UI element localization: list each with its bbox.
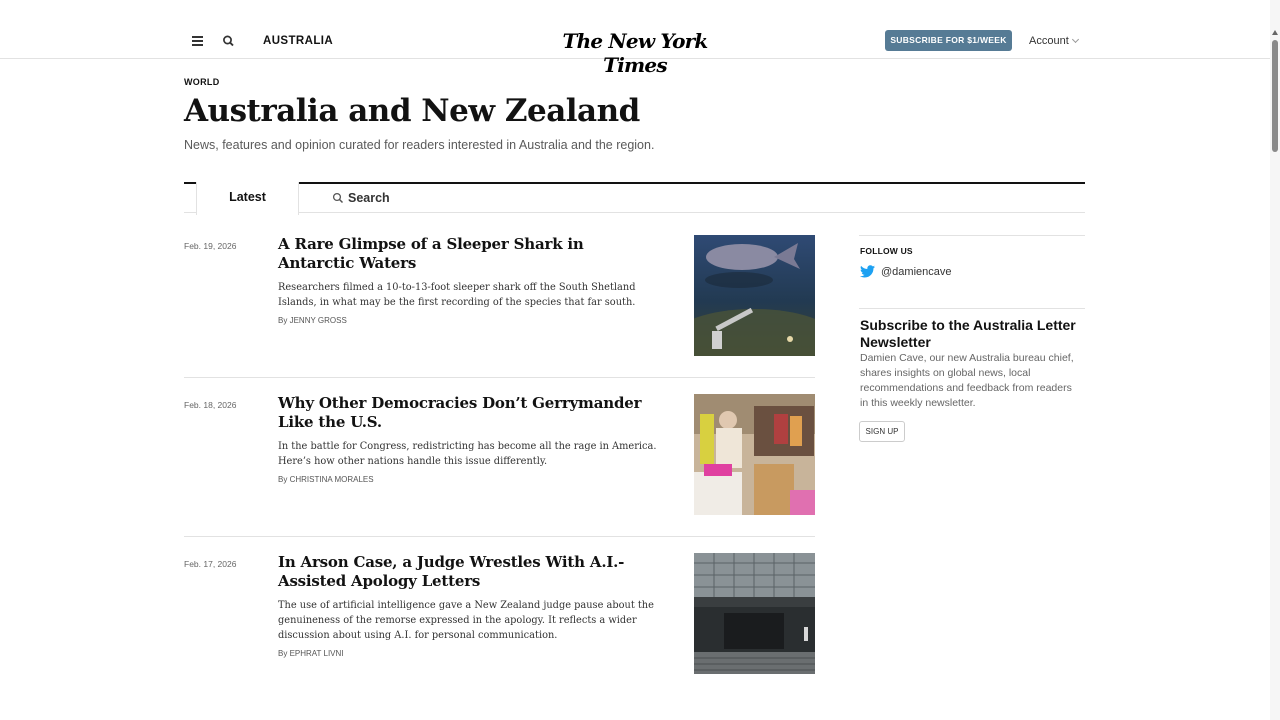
story-headline[interactable]: Why Other Democracies Don’t Gerrymander Like the U.S.: [278, 394, 642, 431]
account-label: Account: [1029, 35, 1069, 47]
page-scrollbar[interactable]: [1270, 0, 1280, 720]
twitter-handle: @damiencave: [881, 266, 952, 278]
twitter-link[interactable]: [860, 262, 951, 278]
story-image-shark[interactable]: [694, 235, 815, 356]
search-icon[interactable]: [219, 31, 239, 51]
tab-search[interactable]: [332, 184, 390, 213]
twitter-icon: [860, 265, 875, 278]
subscribe-button[interactable]: SUBSCRIBE FOR $1/WEEK: [885, 30, 1012, 51]
story-item: [184, 235, 815, 378]
story-byline: By JENNY GROSS: [278, 316, 347, 325]
story-image-courthouse[interactable]: [694, 553, 815, 674]
story-headline[interactable]: A Rare Glimpse of a Sleeper Shark in Antarctic Waters: [278, 235, 584, 272]
scrollbar-thumb[interactable]: [1272, 40, 1278, 152]
story-date: Feb. 17, 2026: [184, 559, 237, 569]
story-headline[interactable]: In Arson Case, a Judge Wrestles With A.I.-Assisted Apology Letters: [278, 553, 625, 590]
hamburger-menu-icon[interactable]: [187, 31, 207, 51]
story-byline: By CHRISTINA MORALES: [278, 475, 374, 484]
story-summary: In the battle for Congress, redistricting has become all the rage in America. Here’s how other nations handle this issue differently.: [278, 441, 657, 467]
story-author: JENNY GROSS: [289, 316, 347, 325]
stream-tabs: [184, 182, 1085, 213]
page-title: Australia and New Zealand: [184, 93, 640, 129]
story-date: Feb. 19, 2026: [184, 241, 237, 251]
story-byline: By EPHRAT LIVNI: [278, 649, 344, 658]
sidebar-divider: [859, 308, 1085, 309]
story-author: CHRISTINA MORALES: [289, 475, 374, 484]
story-item: [184, 394, 815, 537]
section-link-australia[interactable]: AUSTRALIA: [263, 35, 334, 47]
top-navigation-bar: [0, 0, 1270, 77]
scroll-up-arrow-icon[interactable]: [1272, 30, 1278, 35]
newsletter-title: Subscribe to the Australia Letter Newsletter: [860, 317, 1076, 350]
newsletter-description: Damien Cave, our new Australia bureau chief, shares insights on global news, local recommendations and feedback from readers in this weekly newsletter.: [860, 352, 1074, 409]
tab-search-label: Search: [348, 191, 390, 205]
sidebar-divider: [859, 235, 1085, 236]
page-description: News, features and opinion curated for readers interested in Australia and the region.: [184, 138, 655, 152]
section-kicker-world[interactable]: WORLD: [184, 77, 220, 87]
story-summary: The use of artificial intelligence gave a New Zealand judge pause about the genuineness of the remorse expressed in the apology. It reflects a wider discussion about using A.I. for personal communication.: [278, 600, 654, 641]
story-image-voting[interactable]: [694, 394, 815, 515]
newsletter-signup-button[interactable]: SIGN UP: [859, 421, 905, 442]
tab-latest[interactable]: Latest: [196, 182, 299, 215]
account-dropdown[interactable]: [1029, 35, 1078, 47]
nyt-logo[interactable]: The New York Times: [562, 29, 708, 77]
story-date: Feb. 18, 2026: [184, 400, 237, 410]
follow-us-label: FOLLOW US: [860, 246, 913, 256]
story-summary: Researchers filmed a 10-to-13-foot sleeper shark off the South Shetland Islands, in what may be the first recording of the species that far south.: [278, 282, 636, 308]
story-author: EPHRAT LIVNI: [289, 649, 344, 658]
chevron-down-icon: [1072, 36, 1079, 43]
search-icon: [332, 192, 344, 204]
story-item: [184, 553, 815, 683]
